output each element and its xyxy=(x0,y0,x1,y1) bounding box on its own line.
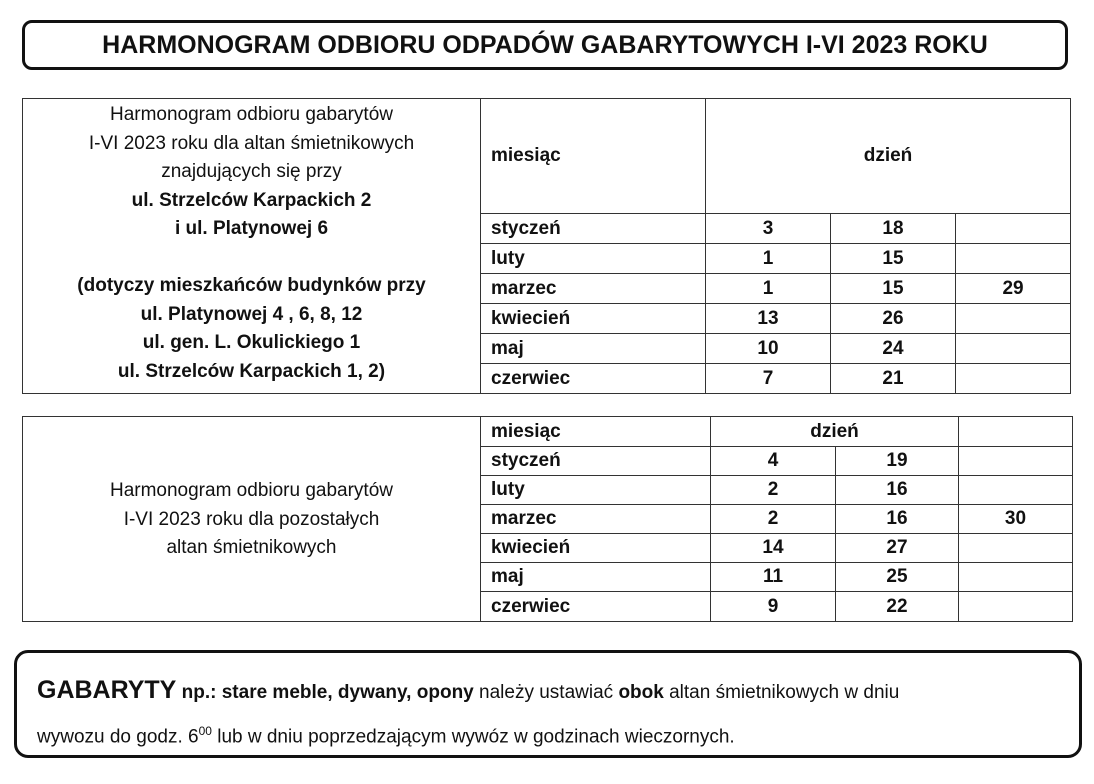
day-cell: 3 xyxy=(706,214,831,244)
day-cell xyxy=(959,476,1073,505)
month-cell: luty xyxy=(481,244,706,274)
desc-line: (dotyczy mieszkańców budynków przy xyxy=(77,275,426,296)
note-box xyxy=(14,650,1082,758)
day-cell xyxy=(959,534,1073,563)
desc-line: altan śmietnikowych xyxy=(166,537,337,559)
note-line-1 xyxy=(37,671,1079,712)
day-cell: 1 xyxy=(706,274,831,304)
day-cell xyxy=(956,304,1071,334)
day-header: dzień xyxy=(706,99,1071,214)
desc-line: i ul. Platynowej 6 xyxy=(174,218,329,239)
month-cell: maj xyxy=(481,334,706,364)
day-cell: 2 xyxy=(711,476,836,505)
month-header: miesiąc xyxy=(481,99,706,214)
desc-line: ul. gen. L. Okulickiego 1 xyxy=(142,332,361,353)
day-cell: 16 xyxy=(836,505,959,534)
month-cell: marzec xyxy=(481,505,711,534)
note-text: wywozu do godz. 6 xyxy=(37,726,199,748)
desc-line: ul. Platynowej 4 , 6, 8, 12 xyxy=(140,303,363,325)
month-cell: kwiecień xyxy=(481,534,711,563)
schedule-table-2 xyxy=(22,416,1073,622)
day-cell: 16 xyxy=(836,476,959,505)
month-cell: kwiecień xyxy=(481,304,706,334)
day-cell xyxy=(959,563,1073,592)
page-title: HARMONOGRAM ODBIORU ODPADÓW GABARYTOWYCH I-VI 2023 ROKU xyxy=(22,20,1068,70)
day-cell: 10 xyxy=(706,334,831,364)
day-cell: 2 xyxy=(711,505,836,534)
note-examples: np.: stare meble, dywany, opony xyxy=(176,682,474,703)
month-cell: luty xyxy=(481,476,711,505)
desc-line: ul. Strzelców Karpackich 2 xyxy=(131,189,372,211)
day-cell xyxy=(959,447,1073,476)
month-cell: marzec xyxy=(481,274,706,304)
month-header: miesiąc xyxy=(481,417,711,447)
note-text: należy ustawiać xyxy=(473,682,619,703)
day-cell: 15 xyxy=(831,244,956,274)
note-time-superscript: 00 xyxy=(198,724,212,738)
day-cell: 15 xyxy=(831,274,956,304)
day-cell: 14 xyxy=(711,534,836,563)
day-cell xyxy=(956,214,1071,244)
desc-line: znajdujących się przy xyxy=(161,161,342,182)
note-text: lub w dniu poprzedzającym wywóz w godzinach wieczornych. xyxy=(211,726,735,748)
day-cell: 7 xyxy=(706,364,831,394)
desc-line: ul. Strzelców Karpackich 1, 2) xyxy=(117,360,386,382)
day-cell: 27 xyxy=(836,534,959,563)
note-heading: GABARYTY xyxy=(37,676,177,704)
month-cell: czerwiec xyxy=(481,592,711,622)
day-cell: 9 xyxy=(711,592,836,622)
day-cell: 29 xyxy=(956,274,1071,304)
day-cell xyxy=(956,334,1071,364)
day-cell xyxy=(956,244,1071,274)
schedule-table-1 xyxy=(22,98,1071,394)
month-cell: styczeń xyxy=(481,214,706,244)
day-header: dzień xyxy=(711,417,959,447)
day-cell: 19 xyxy=(836,447,959,476)
empty-header-cell xyxy=(959,417,1073,447)
day-cell: 11 xyxy=(711,563,836,592)
day-cell: 25 xyxy=(836,563,959,592)
desc-spacer xyxy=(23,244,480,273)
note-text: altan śmietnikowych w dniu xyxy=(663,682,900,703)
day-cell: 21 xyxy=(831,364,956,394)
month-cell: maj xyxy=(481,563,711,592)
note-line-2 xyxy=(37,712,1079,756)
month-cell: czerwiec xyxy=(481,364,706,394)
day-cell: 26 xyxy=(831,304,956,334)
desc-line: Harmonogram odbioru gabarytów xyxy=(109,104,394,125)
day-cell: 30 xyxy=(959,505,1073,534)
day-cell: 22 xyxy=(836,592,959,622)
day-cell: 4 xyxy=(711,447,836,476)
day-cell: 1 xyxy=(706,244,831,274)
day-cell xyxy=(956,364,1071,394)
day-cell xyxy=(959,592,1073,622)
month-cell: styczeń xyxy=(481,447,711,476)
desc-line: Harmonogram odbioru gabarytów xyxy=(109,480,394,502)
note-obok: obok xyxy=(618,682,664,703)
table2-description xyxy=(23,417,481,622)
desc-line: I-VI 2023 roku dla altan śmietnikowych xyxy=(88,132,415,154)
day-cell: 24 xyxy=(831,334,956,364)
table1-description xyxy=(23,99,481,394)
day-cell: 18 xyxy=(831,214,956,244)
day-cell: 13 xyxy=(706,304,831,334)
desc-line: I-VI 2023 roku dla pozostałych xyxy=(123,508,380,530)
